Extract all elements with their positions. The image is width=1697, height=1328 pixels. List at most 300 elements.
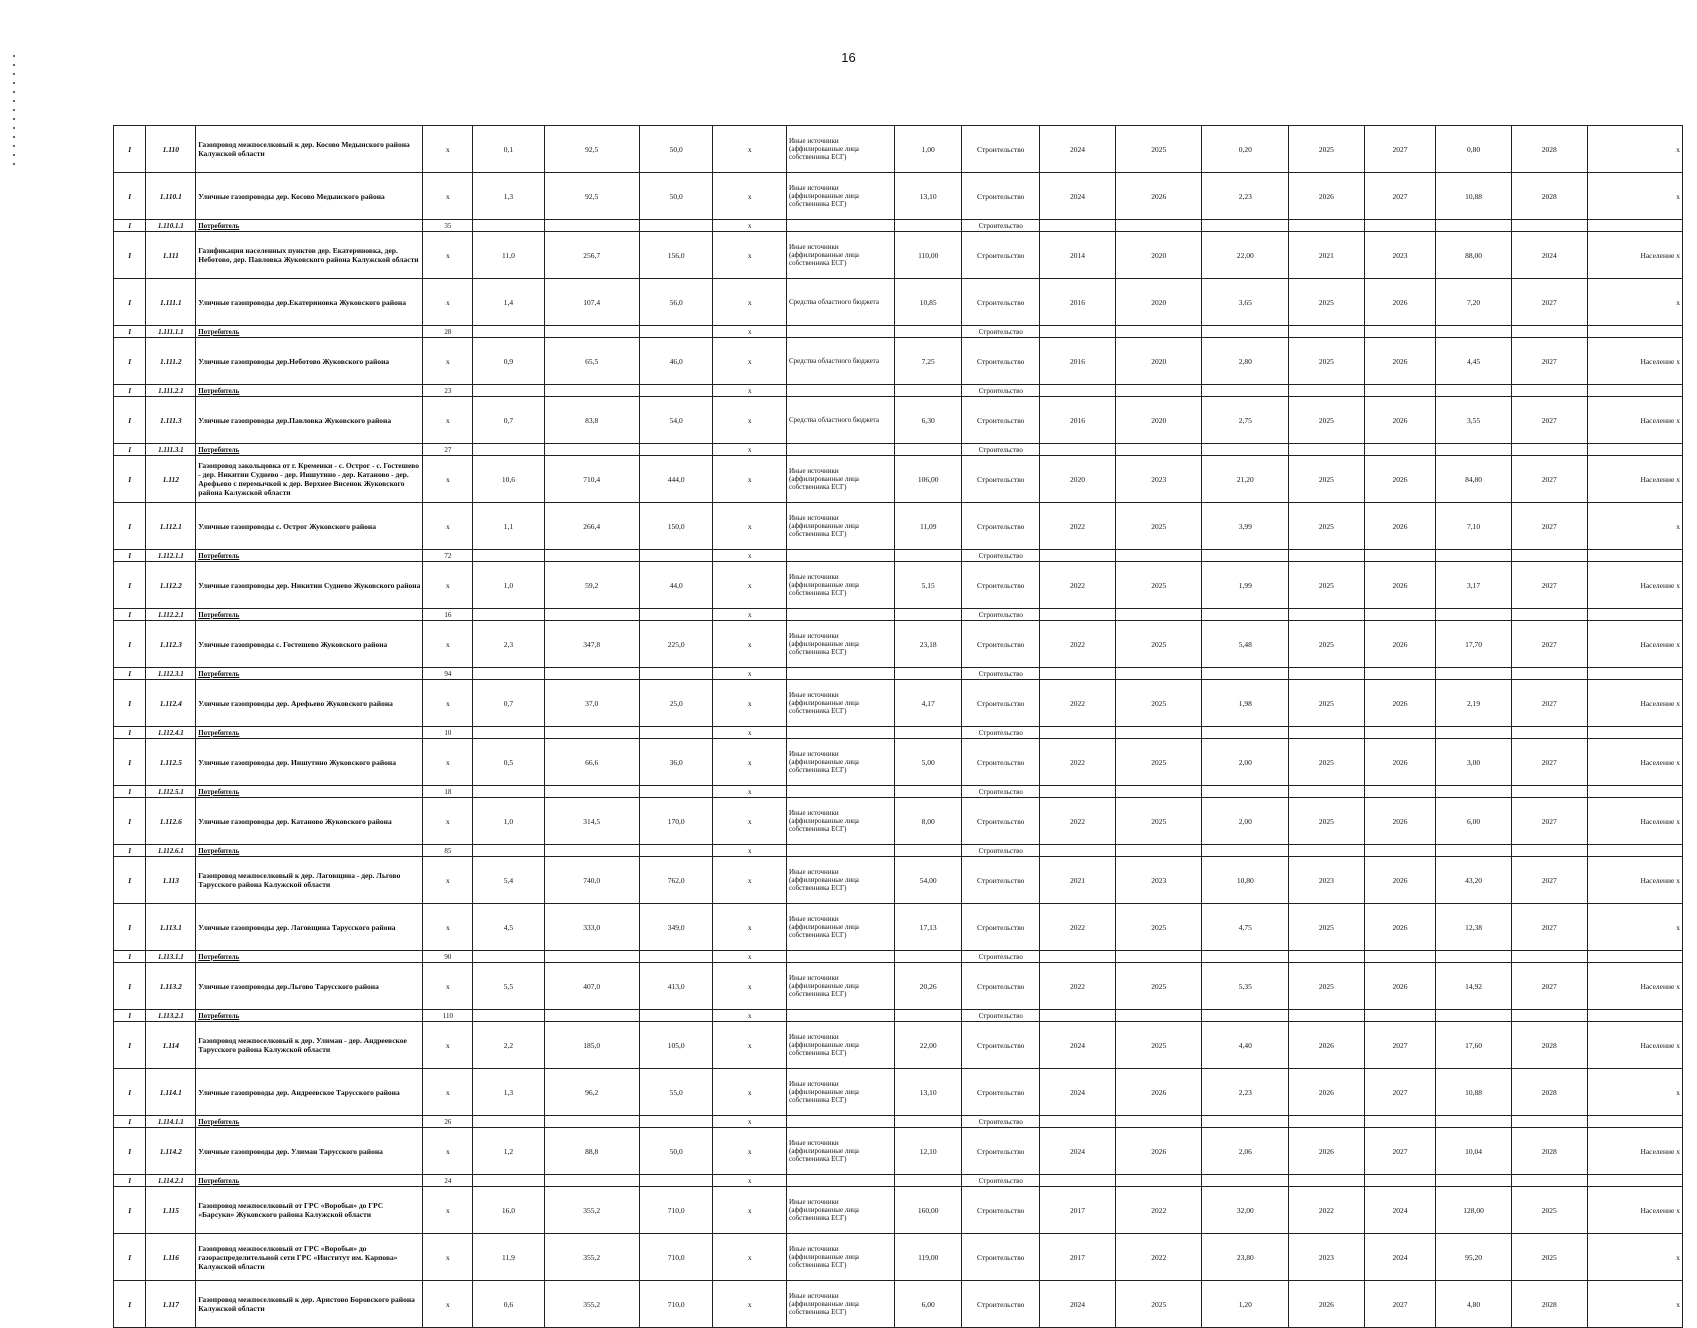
stage2-amount-cell: 10,88 [1436, 1069, 1512, 1116]
consumer-cell: Население х [1587, 680, 1682, 727]
stage1-amount-cell: 2,06 [1202, 1128, 1289, 1175]
stage2-start-cell [1289, 326, 1365, 338]
code-cell: 1.112.5 [146, 739, 196, 786]
start-year-cell: 2024 [1040, 126, 1116, 173]
name-cell: Газопровод межпоселковый от ГРС «Воробьи» до газораспределительной сети ГРС «Институт им. Карпова» Калужской области [196, 1234, 423, 1281]
funding-source-cell: Иные источники (аффилированные лица собственника ЕСГ) [787, 1128, 895, 1175]
stage1-amount-cell: 22,00 [1202, 232, 1289, 279]
end-year-cell [1115, 609, 1202, 621]
name-cell: Уличные газопроводы дер. Косово Медынского района [196, 173, 423, 220]
diameter-cell [544, 550, 639, 562]
x-cell: х [713, 550, 787, 562]
diameter-cell [544, 444, 639, 456]
stage2-amount-cell: 0,80 [1436, 126, 1512, 173]
diameter-cell [544, 786, 639, 798]
code-cell: 1.117 [146, 1281, 196, 1328]
level-cell: I [114, 326, 146, 338]
stage1-amount-cell: 4,40 [1202, 1022, 1289, 1069]
binding-marks [10, 55, 18, 172]
stage2-end-cell: 2024 [1364, 1187, 1435, 1234]
length-cell: 0,9 [473, 338, 544, 385]
length-cell [473, 1010, 544, 1022]
work-type-cell: Строительство [962, 845, 1040, 857]
end-year-cell: 2022 [1115, 1234, 1202, 1281]
stage1-amount-cell [1202, 1010, 1289, 1022]
pressure-cell [639, 326, 713, 338]
table-row [114, 279, 1683, 326]
consumer-cell: Население х [1587, 621, 1682, 668]
unit-cell: х [423, 503, 473, 550]
commission-year-cell: 2024 [1511, 232, 1587, 279]
work-type-cell: Строительство [962, 1116, 1040, 1128]
commission-year-cell [1511, 845, 1587, 857]
length-cell: 1,3 [473, 173, 544, 220]
table-row [114, 503, 1683, 550]
stage2-start-cell: 2023 [1289, 1234, 1365, 1281]
start-year-cell [1040, 727, 1116, 739]
diameter-cell [544, 220, 639, 232]
stage2-end-cell: 2026 [1364, 904, 1435, 951]
level-cell: I [114, 385, 146, 397]
x-cell: х [713, 1234, 787, 1281]
table-row [114, 680, 1683, 727]
funding-source-cell: Иные источники (аффилированные лица собственника ЕСГ) [787, 857, 895, 904]
commission-year-cell [1511, 220, 1587, 232]
amount-cell [895, 220, 962, 232]
funding-source-cell [787, 385, 895, 397]
start-year-cell: 2016 [1040, 338, 1116, 385]
work-type-cell: Строительство [962, 1022, 1040, 1069]
end-year-cell [1115, 786, 1202, 798]
consumer-cell [1587, 951, 1682, 963]
work-type-cell: Строительство [962, 279, 1040, 326]
x-cell: х [713, 126, 787, 173]
name-cell: Уличные газопроводы дер. Лаговщина Тарусского района [196, 904, 423, 951]
end-year-cell: 2025 [1115, 798, 1202, 845]
amount-cell: 17,13 [895, 904, 962, 951]
amount-cell: 13,10 [895, 1069, 962, 1116]
stage1-amount-cell [1202, 845, 1289, 857]
x-cell: х [713, 220, 787, 232]
funding-source-cell: Иные источники (аффилированные лица собственника ЕСГ) [787, 173, 895, 220]
stage1-amount-cell: 2,80 [1202, 338, 1289, 385]
stage2-amount-cell: 4,45 [1436, 338, 1512, 385]
unit-cell: 90 [423, 951, 473, 963]
unit-cell: х [423, 126, 473, 173]
start-year-cell [1040, 786, 1116, 798]
end-year-cell [1115, 1175, 1202, 1187]
funding-source-cell [787, 668, 895, 680]
name-cell: Уличные газопроводы дер. Никитин Суднево Жуковского района [196, 562, 423, 609]
diameter-cell: 740,0 [544, 857, 639, 904]
consumer-row [114, 951, 1683, 963]
end-year-cell: 2020 [1115, 397, 1202, 444]
stage2-amount-cell [1436, 385, 1512, 397]
stage2-amount-cell: 84,80 [1436, 456, 1512, 503]
pressure-cell: 156,0 [639, 232, 713, 279]
consumer-cell [1587, 609, 1682, 621]
x-cell: х [713, 668, 787, 680]
consumer-cell [1587, 786, 1682, 798]
stage2-end-cell [1364, 609, 1435, 621]
length-cell [473, 845, 544, 857]
name-cell: Уличные газопроводы с. Острог Жуковского района [196, 503, 423, 550]
pressure-cell [639, 220, 713, 232]
consumer-cell [1587, 385, 1682, 397]
end-year-cell [1115, 1116, 1202, 1128]
funding-source-cell [787, 786, 895, 798]
funding-source-cell: Иные источники (аффилированные лица собственника ЕСГ) [787, 232, 895, 279]
pressure-cell [639, 786, 713, 798]
funding-source-cell [787, 1010, 895, 1022]
start-year-cell: 2024 [1040, 1128, 1116, 1175]
diameter-cell [544, 609, 639, 621]
stage2-start-cell: 2026 [1289, 1022, 1365, 1069]
commission-year-cell [1511, 1010, 1587, 1022]
name-cell: Уличные газопроводы дер.Павловка Жуковского района [196, 397, 423, 444]
amount-cell: 22,00 [895, 1022, 962, 1069]
name-cell: Потребитель [196, 220, 423, 232]
stage2-end-cell: 2026 [1364, 456, 1435, 503]
amount-cell: 119,00 [895, 1234, 962, 1281]
code-cell: 1.112.2.1 [146, 609, 196, 621]
funding-source-cell [787, 951, 895, 963]
stage2-start-cell [1289, 786, 1365, 798]
amount-cell: 12,10 [895, 1128, 962, 1175]
level-cell: I [114, 232, 146, 279]
diameter-cell: 88,8 [544, 1128, 639, 1175]
diameter-cell: 256,7 [544, 232, 639, 279]
consumer-row [114, 1175, 1683, 1187]
stage2-start-cell [1289, 1116, 1365, 1128]
commission-year-cell [1511, 609, 1587, 621]
consumer-cell: Население х [1587, 397, 1682, 444]
x-cell: х [713, 1175, 787, 1187]
length-cell: 1,3 [473, 1069, 544, 1116]
length-cell: 5,4 [473, 857, 544, 904]
funding-source-cell: Иные источники (аффилированные лица собственника ЕСГ) [787, 904, 895, 951]
consumer-cell: Население х [1587, 739, 1682, 786]
code-cell: 1.113.2.1 [146, 1010, 196, 1022]
name-cell: Газопровод межпоселковый от ГРС «Воробьи» до ГРС «Барсуки» Жуковского района Калужской области [196, 1187, 423, 1234]
code-cell: 1.112 [146, 456, 196, 503]
name-cell: Газопровод межпоселковый к дер. Аристово Боровского района Калужской области [196, 1281, 423, 1328]
unit-cell: х [423, 338, 473, 385]
stage1-amount-cell [1202, 668, 1289, 680]
commission-year-cell: 2027 [1511, 397, 1587, 444]
stage2-end-cell: 2026 [1364, 279, 1435, 326]
stage2-end-cell: 2026 [1364, 338, 1435, 385]
amount-cell: 5,00 [895, 739, 962, 786]
code-cell: 1.110.1.1 [146, 220, 196, 232]
level-cell: I [114, 904, 146, 951]
start-year-cell [1040, 220, 1116, 232]
commission-year-cell [1511, 444, 1587, 456]
stage1-amount-cell: 1,98 [1202, 680, 1289, 727]
consumer-cell [1587, 727, 1682, 739]
consumer-row [114, 550, 1683, 562]
stage2-end-cell [1364, 1175, 1435, 1187]
funding-source-cell [787, 609, 895, 621]
name-cell: Потребитель [196, 786, 423, 798]
level-cell: I [114, 786, 146, 798]
start-year-cell: 2022 [1040, 621, 1116, 668]
stage1-amount-cell [1202, 786, 1289, 798]
code-cell: 1.112.1.1 [146, 550, 196, 562]
start-year-cell: 2017 [1040, 1234, 1116, 1281]
stage2-end-cell: 2026 [1364, 798, 1435, 845]
table-row [114, 338, 1683, 385]
x-cell: х [713, 444, 787, 456]
x-cell: х [713, 739, 787, 786]
code-cell: 1.112.5.1 [146, 786, 196, 798]
name-cell: Потребитель [196, 727, 423, 739]
table-row [114, 456, 1683, 503]
end-year-cell: 2020 [1115, 338, 1202, 385]
stage2-start-cell: 2025 [1289, 338, 1365, 385]
work-type-cell: Строительство [962, 550, 1040, 562]
length-cell [473, 220, 544, 232]
stage2-amount-cell: 17,60 [1436, 1022, 1512, 1069]
pressure-cell: 444,0 [639, 456, 713, 503]
commission-year-cell: 2028 [1511, 1022, 1587, 1069]
level-cell: I [114, 668, 146, 680]
commission-year-cell [1511, 668, 1587, 680]
start-year-cell [1040, 609, 1116, 621]
unit-cell: 35 [423, 220, 473, 232]
unit-cell: х [423, 1128, 473, 1175]
amount-cell [895, 1010, 962, 1022]
consumer-cell: х [1587, 503, 1682, 550]
level-cell: I [114, 1010, 146, 1022]
level-cell: I [114, 963, 146, 1010]
pressure-cell: 710,0 [639, 1234, 713, 1281]
x-cell: х [713, 727, 787, 739]
length-cell [473, 550, 544, 562]
amount-cell [895, 668, 962, 680]
start-year-cell: 2024 [1040, 1281, 1116, 1328]
x-cell: х [713, 680, 787, 727]
name-cell: Уличные газопроводы дер. Андреевское Тарусского района [196, 1069, 423, 1116]
stage2-start-cell [1289, 550, 1365, 562]
x-cell: х [713, 562, 787, 609]
code-cell: 1.115 [146, 1187, 196, 1234]
unit-cell: х [423, 621, 473, 668]
diameter-cell: 710,4 [544, 456, 639, 503]
stage1-amount-cell: 4,75 [1202, 904, 1289, 951]
consumer-row [114, 1116, 1683, 1128]
funding-source-cell: Иные источники (аффилированные лица собственника ЕСГ) [787, 798, 895, 845]
diameter-cell [544, 845, 639, 857]
x-cell: х [713, 1022, 787, 1069]
unit-cell: 26 [423, 1116, 473, 1128]
diameter-cell: 65,5 [544, 338, 639, 385]
consumer-cell: Население х [1587, 798, 1682, 845]
x-cell: х [713, 456, 787, 503]
start-year-cell: 2024 [1040, 1022, 1116, 1069]
consumer-cell: х [1587, 904, 1682, 951]
unit-cell: 85 [423, 845, 473, 857]
stage2-start-cell [1289, 727, 1365, 739]
stage2-start-cell: 2026 [1289, 1128, 1365, 1175]
diameter-cell: 347,8 [544, 621, 639, 668]
unit-cell: х [423, 963, 473, 1010]
consumer-cell [1587, 1116, 1682, 1128]
work-type-cell: Строительство [962, 220, 1040, 232]
length-cell: 16,0 [473, 1187, 544, 1234]
level-cell: I [114, 126, 146, 173]
diameter-cell: 185,0 [544, 1022, 639, 1069]
stage2-amount-cell: 2,19 [1436, 680, 1512, 727]
amount-cell: 106,00 [895, 456, 962, 503]
pressure-cell [639, 385, 713, 397]
table-row [114, 904, 1683, 951]
level-cell: I [114, 1116, 146, 1128]
length-cell: 11,9 [473, 1234, 544, 1281]
consumer-cell [1587, 668, 1682, 680]
pressure-cell: 54,0 [639, 397, 713, 444]
stage1-amount-cell: 2,23 [1202, 173, 1289, 220]
unit-cell: х [423, 232, 473, 279]
end-year-cell: 2025 [1115, 963, 1202, 1010]
diameter-cell: 66,6 [544, 739, 639, 786]
end-year-cell [1115, 727, 1202, 739]
stage1-amount-cell: 1,20 [1202, 1281, 1289, 1328]
end-year-cell: 2026 [1115, 1128, 1202, 1175]
end-year-cell: 2023 [1115, 456, 1202, 503]
stage1-amount-cell [1202, 220, 1289, 232]
stage1-amount-cell [1202, 951, 1289, 963]
end-year-cell [1115, 444, 1202, 456]
name-cell: Потребитель [196, 845, 423, 857]
stage2-amount-cell [1436, 220, 1512, 232]
stage1-amount-cell [1202, 727, 1289, 739]
stage2-end-cell: 2026 [1364, 503, 1435, 550]
commission-year-cell: 2025 [1511, 1234, 1587, 1281]
stage2-amount-cell: 7,20 [1436, 279, 1512, 326]
code-cell: 1.116 [146, 1234, 196, 1281]
pressure-cell: 50,0 [639, 1128, 713, 1175]
unit-cell: х [423, 1234, 473, 1281]
x-cell: х [713, 1010, 787, 1022]
diameter-cell: 92,5 [544, 126, 639, 173]
stage1-amount-cell: 2,00 [1202, 739, 1289, 786]
code-cell: 1.111.1 [146, 279, 196, 326]
stage2-end-cell [1364, 326, 1435, 338]
level-cell: I [114, 562, 146, 609]
pressure-cell: 25,0 [639, 680, 713, 727]
amount-cell: 5,15 [895, 562, 962, 609]
code-cell: 1.111 [146, 232, 196, 279]
consumer-cell: Население х [1587, 1022, 1682, 1069]
level-cell: I [114, 1281, 146, 1328]
consumer-row [114, 609, 1683, 621]
stage2-start-cell: 2022 [1289, 1187, 1365, 1234]
unit-cell: 27 [423, 444, 473, 456]
amount-cell [895, 385, 962, 397]
stage2-amount-cell: 4,80 [1436, 1281, 1512, 1328]
diameter-cell: 355,2 [544, 1281, 639, 1328]
code-cell: 1.114.1 [146, 1069, 196, 1116]
stage2-end-cell: 2026 [1364, 739, 1435, 786]
name-cell: Уличные газопроводы дер. Катаново Жуковского района [196, 798, 423, 845]
consumer-cell [1587, 845, 1682, 857]
length-cell: 0,7 [473, 397, 544, 444]
amount-cell: 6,00 [895, 1281, 962, 1328]
name-cell: Потребитель [196, 1175, 423, 1187]
unit-cell: 72 [423, 550, 473, 562]
pressure-cell: 50,0 [639, 126, 713, 173]
end-year-cell: 2025 [1115, 680, 1202, 727]
work-type-cell: Строительство [962, 385, 1040, 397]
stage2-amount-cell [1436, 550, 1512, 562]
table-row [114, 173, 1683, 220]
stage2-amount-cell: 88,00 [1436, 232, 1512, 279]
commission-year-cell: 2027 [1511, 798, 1587, 845]
table-row [114, 739, 1683, 786]
start-year-cell [1040, 668, 1116, 680]
start-year-cell [1040, 1010, 1116, 1022]
commission-year-cell: 2028 [1511, 1281, 1587, 1328]
stage2-end-cell: 2026 [1364, 680, 1435, 727]
diameter-cell: 96,2 [544, 1069, 639, 1116]
amount-cell [895, 951, 962, 963]
stage2-start-cell: 2025 [1289, 963, 1365, 1010]
funding-source-cell: Иные источники (аффилированные лица собственника ЕСГ) [787, 963, 895, 1010]
funding-source-cell [787, 845, 895, 857]
length-cell: 0,7 [473, 680, 544, 727]
funding-source-cell [787, 220, 895, 232]
x-cell: х [713, 397, 787, 444]
end-year-cell: 2025 [1115, 1281, 1202, 1328]
diameter-cell [544, 1175, 639, 1187]
code-cell: 1.111.2.1 [146, 385, 196, 397]
end-year-cell [1115, 951, 1202, 963]
consumer-row [114, 385, 1683, 397]
end-year-cell: 2025 [1115, 126, 1202, 173]
unit-cell: х [423, 680, 473, 727]
commission-year-cell [1511, 385, 1587, 397]
commission-year-cell: 2027 [1511, 503, 1587, 550]
code-cell: 1.113.1 [146, 904, 196, 951]
unit-cell: 110 [423, 1010, 473, 1022]
unit-cell: 28 [423, 326, 473, 338]
x-cell: х [713, 609, 787, 621]
level-cell: I [114, 1175, 146, 1187]
code-cell: 1.112.6.1 [146, 845, 196, 857]
length-cell [473, 786, 544, 798]
amount-cell [895, 326, 962, 338]
level-cell: I [114, 1234, 146, 1281]
amount-cell: 54,00 [895, 857, 962, 904]
stage2-start-cell: 2025 [1289, 126, 1365, 173]
consumer-cell [1587, 326, 1682, 338]
consumer-cell: Население х [1587, 456, 1682, 503]
level-cell: I [114, 739, 146, 786]
start-year-cell [1040, 550, 1116, 562]
stage2-start-cell [1289, 1010, 1365, 1022]
funding-source-cell [787, 1175, 895, 1187]
level-cell: I [114, 727, 146, 739]
pressure-cell: 349,0 [639, 904, 713, 951]
amount-cell [895, 550, 962, 562]
unit-cell: х [423, 904, 473, 951]
unit-cell: х [423, 1187, 473, 1234]
level-cell: I [114, 621, 146, 668]
stage2-start-cell: 2025 [1289, 279, 1365, 326]
length-cell: 1,1 [473, 503, 544, 550]
length-cell: 5,5 [473, 963, 544, 1010]
